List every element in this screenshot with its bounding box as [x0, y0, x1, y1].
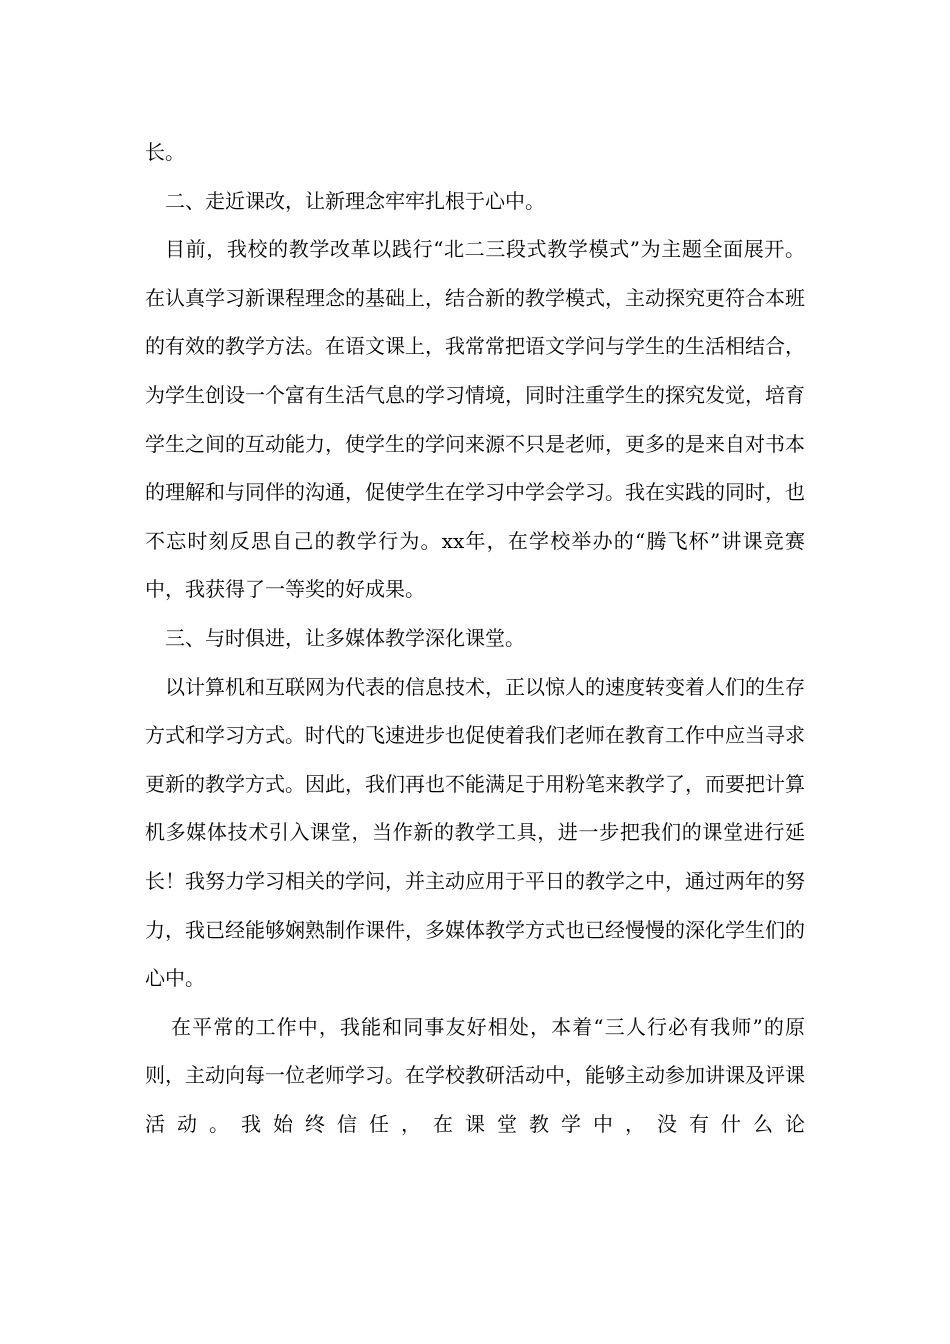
document-page: [145, 128, 805, 1148]
section-heading-3: 三、与时俱进，让多媒体教学深化课堂。: [165, 625, 525, 650]
paragraph-curriculum-reform: 目前，我校的教学改革以践行“北二三段式教学模式”为主题全面展开。在认真学习新课程理念的基础上，结合新的教学模式，主动探究更符合本班的有效的教学方法。在语文课上，我常常把语文学问与学生的生活相结合，为学生创设一个富有生活气息的学习情境，同时注重学生的探究发觉，培育学生之间的互动能力，使学生的学问来源不只是老师，更多的是来自对书本的理解和与同伴的沟通，促使学生在学习中学会学习。我在实践的同时，也不忘时刻反思自己的教学行为。xx年，在学校举办的“腾飞杯”讲课竞赛中，我获得了一等奖的好成果。: [145, 237, 805, 602]
section-heading-2: 二、走近课改，让新理念牢牢扎根于心中。: [165, 188, 545, 213]
paragraph-multimedia: 以计算机和互联网为代表的信息技术，正以惊人的速度转变着人们的生存方式和学习方式。时代的飞速进步也促使着我们老师在教育工作中应当寻求更新的教学方式。因此，我们再也不能满足于用粉笔来教学了，而要把计算机多媒体技术引入课堂，当作新的教学工具，进一步把我们的课堂进行延长！我努力学习相关的学问，并主动应用于平日的教学之中，通过两年的努力，我已经能够娴熟制作课件，多媒体教学方式也已经慢慢的深化学生们的心中。: [145, 674, 805, 991]
paragraph-colleagues: 在平常的工作中，我能和同事友好相处，本着“三人行必有我师”的原则，主动向每一位老师学习。在学校教研活动中，能够主动参加讲课及评课活动。我始终信任，在课堂教学中，没有什么论: [145, 1014, 805, 1136]
paragraph-continuation: 长。: [145, 140, 185, 164]
